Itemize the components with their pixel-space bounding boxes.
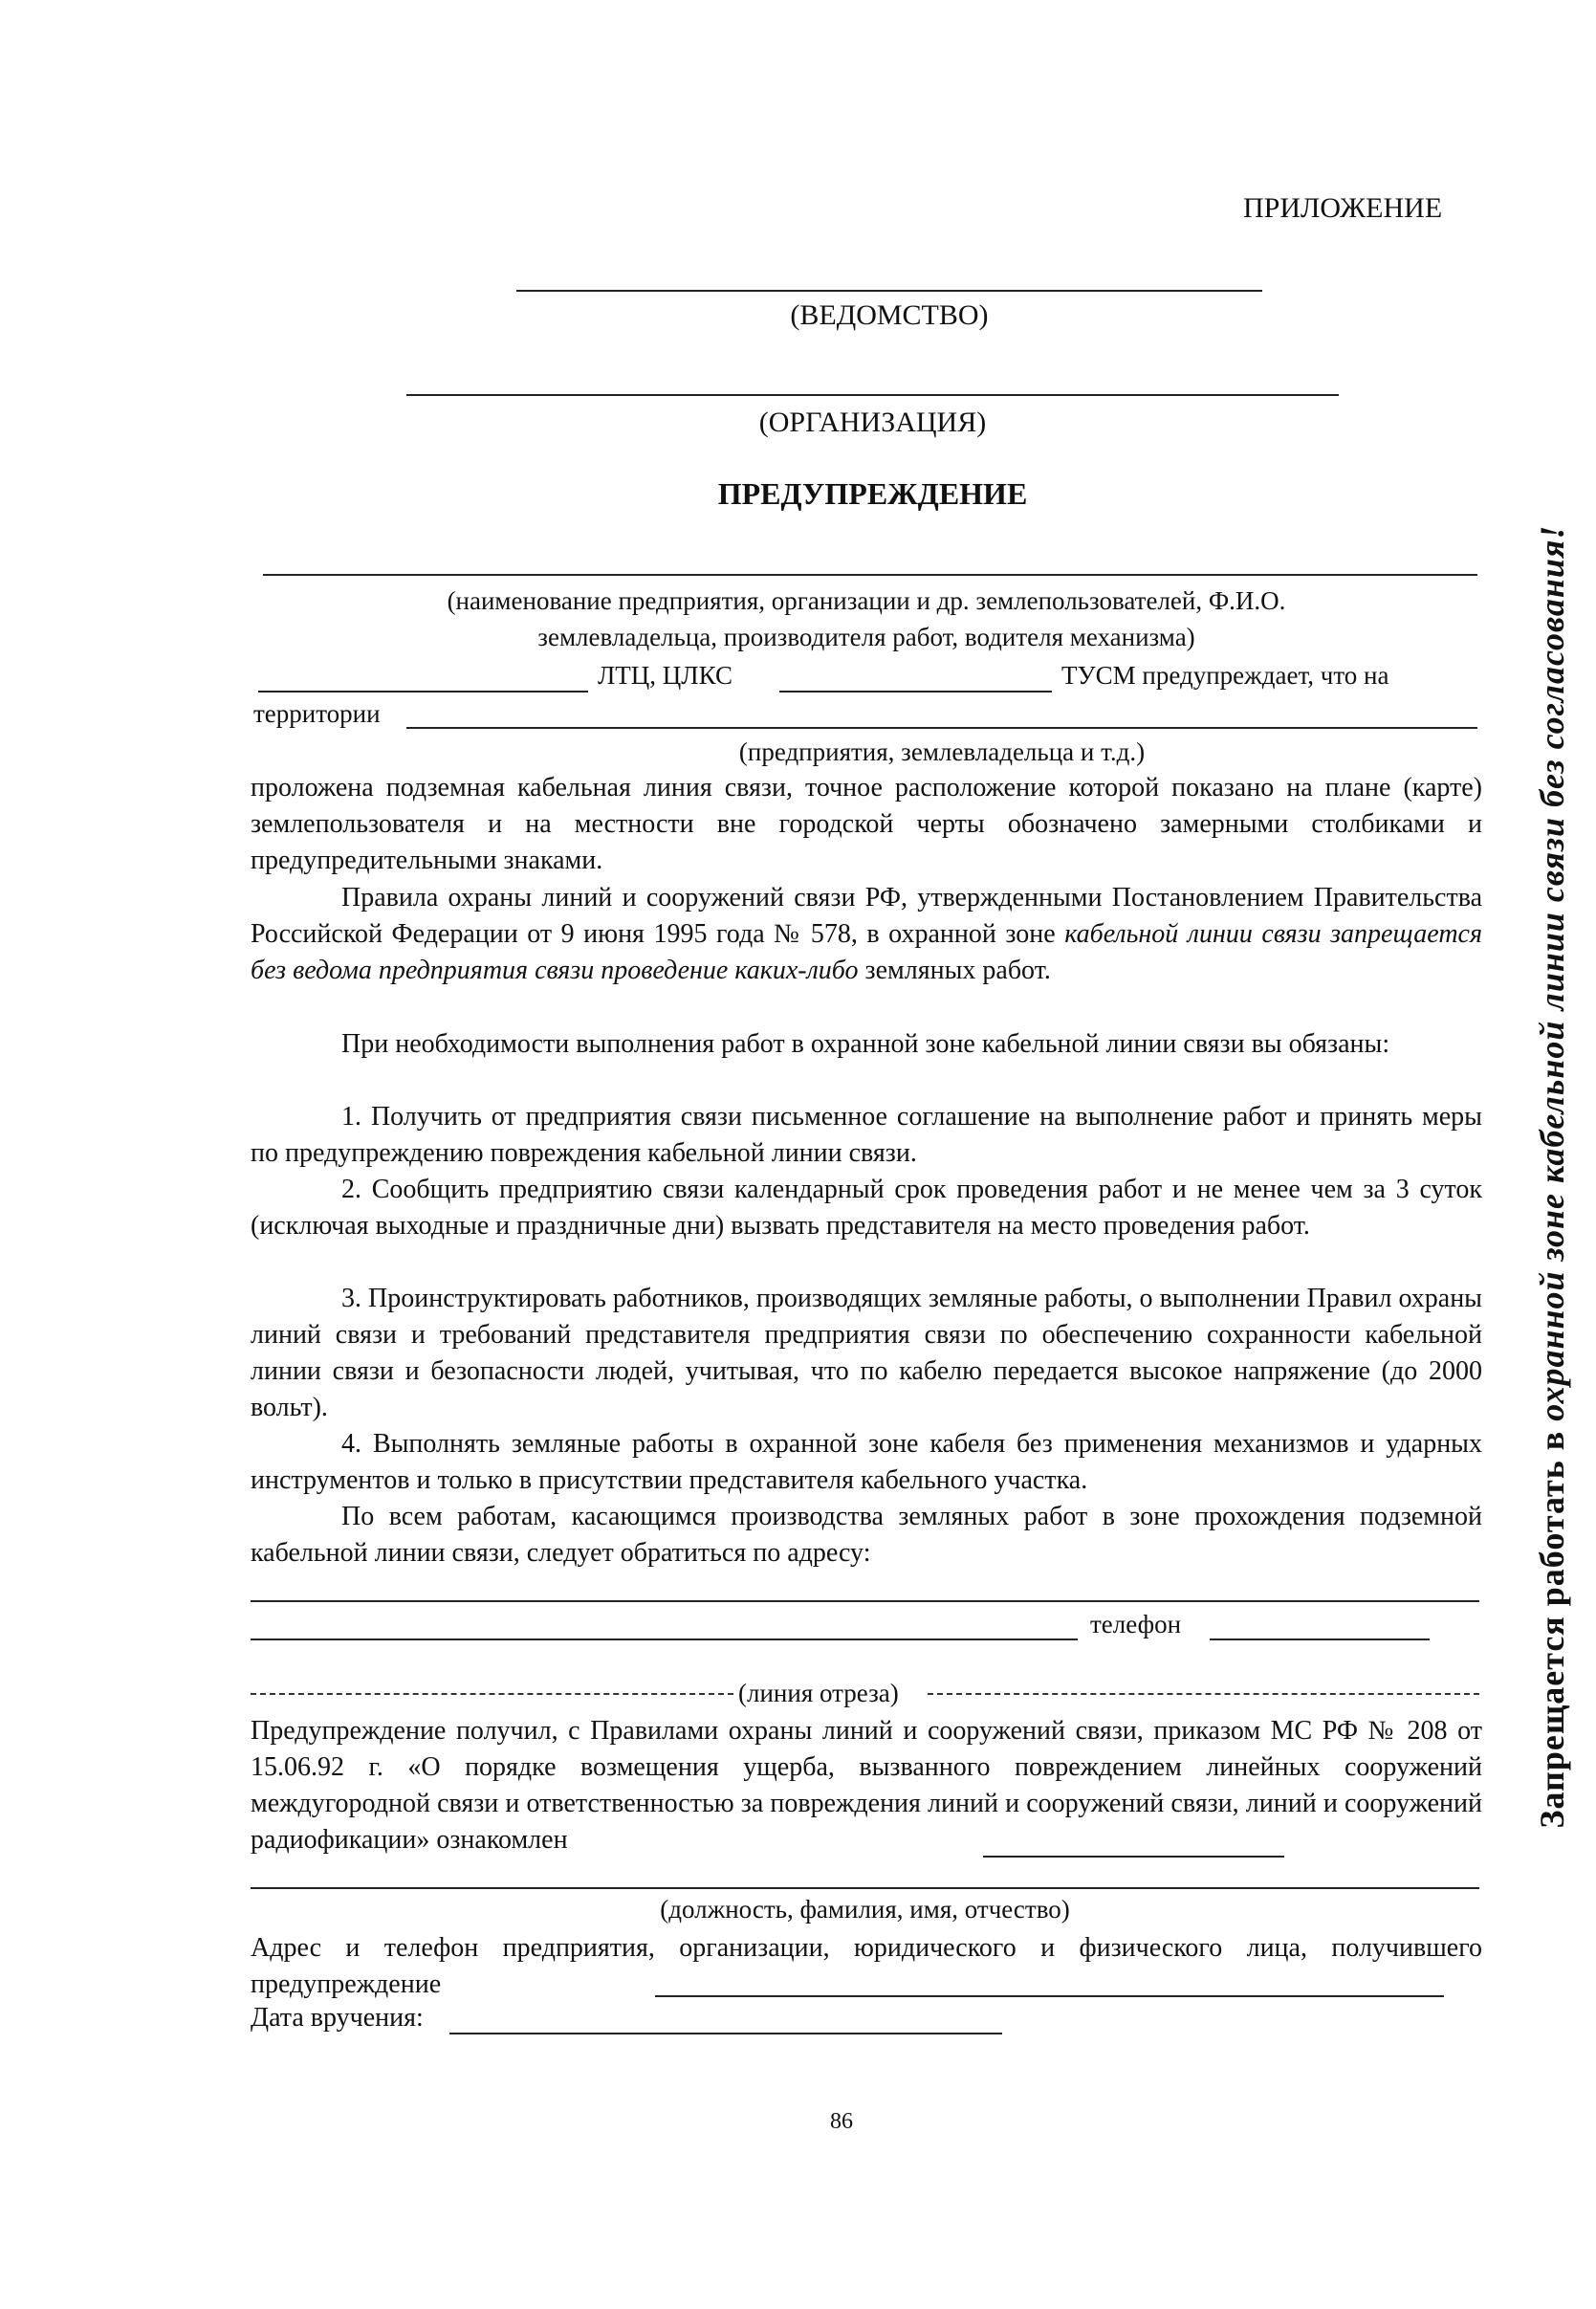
list-item-3: 3. Проинструктировать работников, производящих земляные работы, о выполнении Правил охраны линий связи и требований представителя предприятия связи по обеспечению сохранности кабельной линии связи и безопасности людей, учитывая, что по кабелю передается высокое напряжение (до 2000 вольт). [251,1284,1482,1422]
organization-line [406,394,1339,396]
document-title: ПРЕДУПРЕЖДЕНИЕ [717,476,1028,511]
phone-blank-line [1210,1638,1430,1640]
cut-line-left [251,1693,733,1695]
cut-line-label: (линия отреза) [738,1679,899,1707]
side-warning-part-1: Запрещается работать в [1533,1430,1571,1829]
date-blank-line [449,2033,1002,2034]
list-item-2: 2. Сообщить предприятию связи календарный срок проведения работ и не менее чем за 3 суток (исключая выходные и праздничные дни) вызвать представителя на место проведения работ. [251,1175,1482,1241]
department-line [516,290,1262,292]
phone-label: телефон [1090,1610,1182,1638]
cut-line-right [928,1693,1479,1695]
list-item-1: 1. Получить от предприятия связи письменное соглашение на выполнение работ и принять меры по предупреждению повреждения кабельной линии связи. [251,1102,1482,1168]
department-caption: (ВЕДОМСТВО) [790,299,989,331]
organization-caption: (ОРГАНИЗАЦИЯ) [758,407,987,438]
side-warning-banner [1532,525,1572,1829]
paragraph-contact: По всем работам, касающимся производства земляных работ в зоне прохождения подземной кабельной линии связи, следует обратиться по адресу: [251,1502,1482,1568]
paragraph-rules-italic: кабельной линии связи запрещается без ведома предприятия связи проведение каких-либо [251,919,1482,985]
recipient-line [263,574,1477,576]
position-line [251,1887,1479,1889]
paragraph-rules-end: земляных работ. [864,956,1051,985]
position-caption: (должность, фамилия, имя, отчество) [660,1895,1070,1924]
list-item-4: 4. Выполнять земляные работы в охранной зоне кабеля без применения механизмов и ударных инструментов и только в присутствии представителя кабельного участка. [251,1429,1482,1495]
address-blank-line [655,1995,1444,1997]
recipient-caption-2: землевладельца, производителя работ, водителя механизма) [537,623,1195,651]
paragraph-rules-start: Правила охраны линий и сооружений связи РФ, утвержденными Постановлением Правительства Российской Федерации от 9 июня 1995 года № 578, в охранной зоне [251,883,1482,949]
address-line-2 [251,1638,1078,1640]
date-label: Дата вручения: [251,2003,424,2033]
side-warning-part-2: охранной зоне кабельной линии связи без согласования! [1533,524,1571,1421]
page-number: 86 [830,2109,853,2134]
territory-caption: (предприятия, землевладельца и т.д.) [738,737,1146,766]
tusm-label: ТУСМ предупреждает, что на [1061,661,1389,690]
paragraph-location: проложена подземная кабельная линия связи, точное расположение которой показано на плане (карте) землепользователя и на местности вне городской черты обозначено замерными столбиками и предупредительными знаками. [251,773,1482,875]
territory-blank-line [406,727,1477,729]
acknowledged-blank-line [983,1856,1284,1858]
recipient-caption-1: (наименование предприятия, организации и др. землепользователей, Ф.И.О. [447,586,1286,615]
paragraph-rules [251,880,1482,989]
tusm-blank-line [779,691,1052,693]
ltc-label: ЛТЦ, ЦЛКС [598,661,732,690]
ltc-blank-line [258,691,588,693]
receipt-text: Предупреждение получил, с Правилами охраны линий и сооружений связи, приказом МС РФ № 208 от 15.06.92 г. «О порядке возмещения ущерба, вызванного повреждением линейных сооружений междугородной связи и ответственностью за повреждения линий и сооружений связи, линий и сооружений радиофикации» ознакомлен [251,1716,1482,1855]
address-text: Адрес и телефон предприятия, организации, юридического и физического лица, получившего предупреждение [251,1933,1482,1999]
territory-label: территории [253,699,381,728]
address-line-1 [251,1600,1479,1602]
appendix-label: ПРИЛОЖЕНИЕ [1243,192,1443,224]
paragraph-obligations: При необходимости выполнения работ в охранной зоне кабельной линии связи вы обязаны: [341,1029,1390,1059]
